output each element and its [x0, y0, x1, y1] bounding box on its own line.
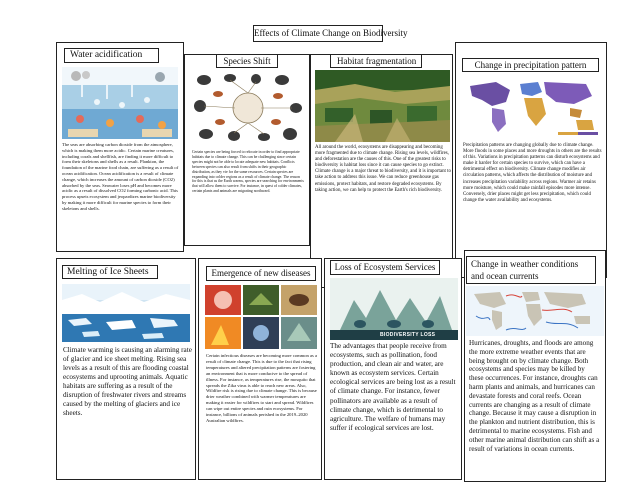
ocean-acidification-diagram: [62, 67, 178, 139]
panel-title-weather-line1: Change in weather conditions: [471, 259, 579, 269]
panel-title-precipitation: Change in precipitation pattern: [462, 58, 599, 72]
panel-title-weather-currents: [466, 256, 596, 284]
poster-title: Effects of Climate Change on Biodiversity: [253, 25, 383, 42]
panel-title-ecosystem-loss: Loss of Ecosystem Services: [330, 260, 440, 275]
fragmented-forest-aerial-photo: [315, 70, 450, 142]
melting-ice-sheet-photo: [62, 284, 190, 342]
panel-title-habitat-fragmentation: Habitat fragmentation: [330, 54, 422, 68]
ocean-currents-world-map: [466, 286, 604, 336]
panel-title-water-acidification: Water acidification: [64, 48, 159, 63]
panel-title-species-shift: Species Shift: [216, 54, 278, 68]
panel-title-ice-sheets: Melting of Ice Sheets: [62, 265, 158, 279]
text-water-acidification: The seas are absorbing carbon dioxide from the atmosphere, which is making them more acidic. Certain marine creatures, including corals and shellfish, are finding it more difficult to form their skeletons and shells as a result. Plankton, the foundation of the marine food chain, are suffering as a result of ocean acidification. Ocean acidification is a result of climate change, which increases the amount of carbon dioxide (CO2) absorbed by the seas. Seawater loses pH and becomes more acidic as a result of dissolved CO2 forming carbonic acid. This process upsets ecosystem and jeopardizes marine biodiversity by making it more difficult for marine species to form their skeletons and shells.: [62, 142, 179, 211]
disease-collage: [205, 285, 317, 349]
biodiversity-loss-caption: BIODIVERSITY LOSS: [380, 332, 436, 338]
world-precipitation-change-map: [462, 74, 604, 138]
text-weather-currents: Hurricanes, droughts, and floods are among the more extreme weather events that are being brought on by climate change. Both ecosystems and species may be killed by these occurrences. For instance, droughts can harm plants and animals, and hurricanes can devastate forests and coral reefs. Ocean currents are changing as a result of climate change. Because it may cause a disruption in the plankton and nutrient distribution, this is detrimental to marine ecosystems. Fish and other marine animal distribution can shift as a result of variations in ocean currents.: [469, 339, 600, 453]
text-ecosystem-loss: The advantages that people receive from ecosystems, such as pollination, food production, and clean air and water, are known as ecosystem services. Certain ecological services are being lost as a result of climate change. For instance, fewer pollinators are available as a result of climate change, which is detrimental to agriculture. The welfare of humans may suffer if ecological services are lost.: [330, 342, 456, 432]
panel-title-weather-line2: and ocean currents: [471, 271, 539, 281]
panel-title-diseases: Emergence of new diseases: [206, 266, 316, 281]
text-species-shift: Certain species are being forced to relocate in order to find appropriate habitats due to climate change. This can be challenging since certain species might not be able to locate adequate new habitats. Conflicts between species can also result from shifts in their geographic distribution, as they vie for the same resources. Certain species are expanding into colder regions as a result of climate change. The reason for this is that as the Earth warms, species are searching for environments that will allow them to survive. For instance, in quest of colder climates, certain plants and animals are migrating northward.: [192, 150, 304, 194]
text-habitat-fragmentation: All around the world, ecosystems are disappearing and becoming more fragmented due to climate change. Rising sea levels, wildfires, and deforestation are the causes of this. One of the greatest risks to biodiversity is habitat loss since it can cause species to go extinct. Climate change is a major threat to biodiversity, and it is important to take action to address this issue. We can reduce greenhouse gas emissions, protect habitats, and restore degraded ecosystems. By taking action, we can help to protect the Earth's rich biodiversity.: [315, 145, 451, 193]
text-diseases: Certain infectious diseases are becoming more common as a result of climate change. This is due to the fact that rising temperatures and altered precipitation patterns are fostering an environment that is more conducive to the spread of illness. For instance, as temperatures rise, the mosquito that spreads the Zika virus is able to reach new areas. Also, Wildfire risk is rising due to climate change. This is because drier weather combined with warmer temperatures are making it easier for wildfires to start and spread. Wildfires can wipe out entire species and ruin ecosystems. For instance, billions of animals perished in the 2019–2020 Australian wildfires.: [206, 353, 317, 423]
text-precipitation: Precipitation patterns are changing globally due to climate change. More floods in some places and more droughts in others are the results of this. Variations in precipitation patterns can disturb ecosystems and make it harder for certain species to survive, which can have a detrimental effect on biodiversity. Climate change modifies air circulation patterns, which affects the distribution of moisture and increases precipitation variability across regions. Warmer air retains more moisture, which could make rainfall episodes more intense. Conversely, drier places might get less precipitation, which could change the water availability and ecosystems.: [463, 143, 602, 203]
text-ice-sheets: Climate warming is causing an alarming rate of glacier and ice sheet melting. Rising sea levels as a result of this are flooding coastal ecosystems and uprooting animals. Aquatic habitats are suffering as a result of the disruption of freshwater rivers and streams caused by the melting of glaciers and ice sheets.: [63, 346, 192, 417]
species-shift-diagram: [190, 70, 306, 146]
